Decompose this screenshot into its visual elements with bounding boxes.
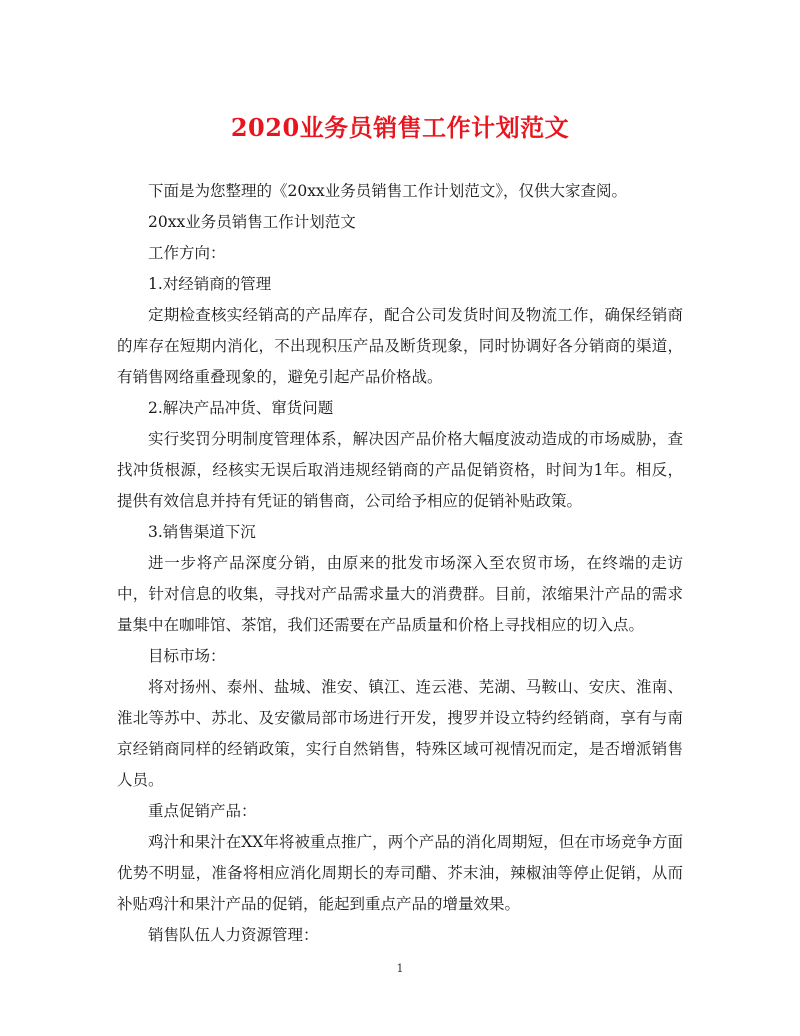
paragraph-key-products: 鸡汁和果汁在XX年将被重点推广，两个产品的消化周期短，但在市场竞争方面优势不明显，准备将相应消化周期长的寿司醋、芥末油，辣椒油等停止促销，从而补贴鸡汁和果汁产品的促销，能起到重点产品的增量效果。 [117, 833, 683, 913]
paragraph-channel-sinking: 进一步将产品深度分销，由原来的批发市场深入至农贸市场，在终端的走访中，针对信息的收集，寻找对产品需求量大的消费群。目前，浓缩果汁产品的需求量集中在咖啡馆、茶馆，我们还需要在产品质量和价格上寻找相应的切入点。 [117, 554, 683, 634]
heading-work-direction: 工作方向： [148, 244, 226, 262]
heading-channel-sinking: 3.销售渠道下沉 [148, 523, 256, 541]
heading-target-market: 目标市场： [148, 647, 226, 665]
paragraph-subtitle: 20xx业务员销售工作计划范文 [148, 213, 356, 231]
heading-dealer-management: 1.对经销商的管理 [148, 275, 272, 293]
page-number: 1 [396, 962, 404, 975]
paragraph-cross-selling: 实行奖罚分明制度管理体系，解决因产品价格大幅度波动造成的市场威胁，查找冲货根源，经核实无误后取消违规经销商的产品促销资格，时间为1年。相反，提供有效信息并持有凭证的销售商，公司给予相应的促销补贴政策。 [117, 430, 683, 510]
heading-sales-team: 销售队伍人力资源管理： [148, 926, 319, 944]
paragraph-target-market: 将对扬州、泰州、盐城、淮安、镇江、连云港、芜湖、马鞍山、安庆、淮南、淮北等苏中、苏北、及安徽局部市场进行开发，搜罗并设立特约经销商，享有与南京经销商同样的经销政策，实行自然销售，特殊区域可视情况而定，是否增派销售人员。 [117, 678, 683, 789]
paragraph-dealer-management: 定期检查核实经销高的产品库存，配合公司发货时间及物流工作，确保经销商的库存在短期内消化，不出现积压产品及断货现象，同时协调好各分销商的渠道，有销售网络重叠现象的，避免引起产品价格战。 [117, 306, 683, 386]
heading-key-products: 重点促销产品： [148, 802, 257, 820]
document-title: 2020业务员销售工作计划范文 [230, 113, 570, 142]
heading-cross-selling: 2.解决产品冲货、窜货问题 [148, 399, 334, 417]
document-body [117, 176, 683, 951]
paragraph-intro: 下面是为您整理的《20xx业务员销售工作计划范文》，仅供大家查阅。 [148, 182, 627, 200]
